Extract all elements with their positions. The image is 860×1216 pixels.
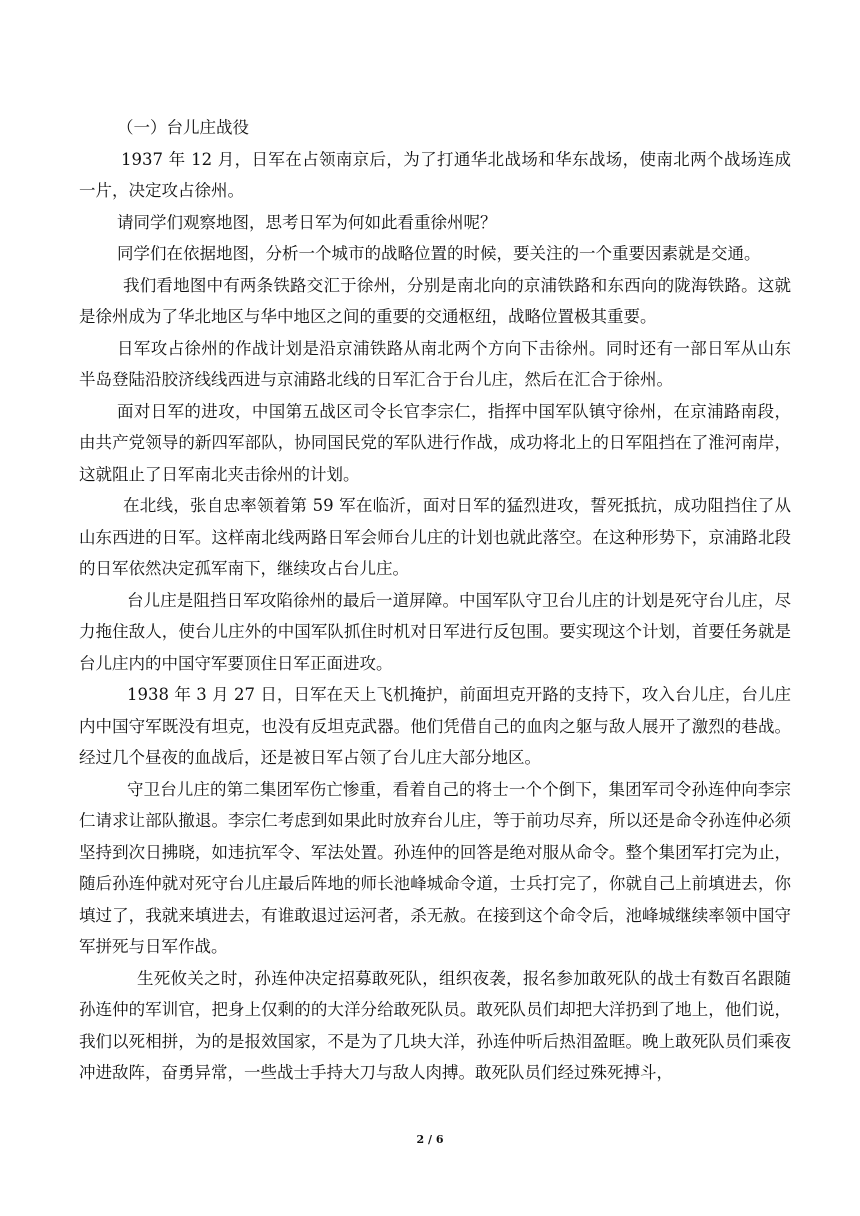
paragraph-7: 在北线，张自忠率领着第 59 军在临沂，面对日军的猛烈进攻，誓死抵抗，成功阻挡住了从山东西进的日军。这样南北线两路日军会师台儿庄的计划也就此落空。在这种形势下，京浦路北段的日军依然决定孤军南下，继续攻占台儿庄。 (79, 496, 791, 578)
paragraph-3: 同学们在依据地图，分析一个城市的战略位置的时候，要关注的一个重要因素就是交通。 (117, 244, 761, 263)
paragraph-2: 请同学们观察地图，思考日军为何如此看重徐州呢？ (117, 212, 497, 232)
paragraph-1: 1937 年 12 月，日军在占领南京后，为了打通华北战场和华东战场，使南北两个战场连成一片，决定攻占徐州。 (79, 149, 791, 200)
paragraph-5: 日军攻占徐州的作战计划是沿京浦铁路从南北两个方向下击徐州。同时还有一部日军从山东半岛登陆沿胶济线线西进与京浦路北线的日军汇合于台儿庄，然后在汇合于徐州。 (79, 338, 791, 389)
paragraph-8: 台儿庄是阻挡日军攻陷徐州的最后一道屏障。中国军队守卫台儿庄的计划是死守台儿庄，尽力拖住敌人，使台儿庄外的中国军队抓住时机对日军进行反包围。要实现这个计划，首要任务就是台儿庄内的中国守军要顶住日军正面进攻。 (79, 590, 791, 673)
page-number: 2 / 6 (416, 1133, 444, 1146)
paragraph-10: 守卫台儿庄的第二集团军伤亡惨重，看着自己的将士一个个倒下，集团军司令孙连仲向李宗仁请求让部队撤退。李宗仁考虑到如果此时放弃台儿庄，等于前功尽弃，所以还是命令孙连仲必须坚持到次日拂晓，如违抗军令、军法处置。孙连仲的回答是绝对服从命令。整个集团军打完为止，随后孙连仲就对死守台儿庄最后阵地的师长池峰城命令道，士兵打完了，你就自己上前填进去，你填过了，我就来填进去，有谁敢退过运河者，杀无赦。在接到这个命令后，池峰城继续率领中国守军拼死与日军作战。 (79, 779, 791, 956)
section-heading: （一）台儿庄战役 (117, 118, 249, 137)
paragraph-9: 1938 年 3 月 27 日，日军在天上飞机掩护，前面坦克开路的支持下，攻入台儿庄，台儿庄内中国守军既没有坦克，也没有反坦克武器。他们凭借自己的血肉之躯与敌人展开了激烈的巷战。经过几个昼夜的血战后，还是被日军占领了台儿庄大部分地区。 (79, 685, 791, 767)
document-body (79, 112, 791, 1089)
paragraph-4: 我们看地图中有两条铁路交汇于徐州，分别是南北向的京浦铁路和东西向的陇海铁路。这就是徐州成为了华北地区与华中地区之间的重要的交通枢纽，战略位置极其重要。 (79, 275, 791, 326)
paragraph-11: 生死攸关之时，孙连仲决定招募敢死队，组织夜袭，报名参加敢死队的战士有数百名跟随孙连仲的军训官，把身上仅剩的的大洋分给敢死队员。敢死队员们却把大洋扔到了地上，他们说，我们以死相拼，为的是报效国家，不是为了几块大洋，孙连仲听后热泪盈眶。晚上敢死队员们乘夜冲进敌阵，奋勇异常，一些战士手持大刀与敌人肉搏。敢死队员们经过殊死搏斗， (79, 968, 791, 1082)
paragraph-6: 面对日军的进攻，中国第五战区司令长官李宗仁，指挥中国军队镇守徐州，在京浦路南段，由共产党领导的新四军部队，协同国民党的军队进行作战，成功将北上的日军阻挡在了淮河南岸，这就阻止了日军南北夹击徐州的计划。 (79, 401, 791, 484)
